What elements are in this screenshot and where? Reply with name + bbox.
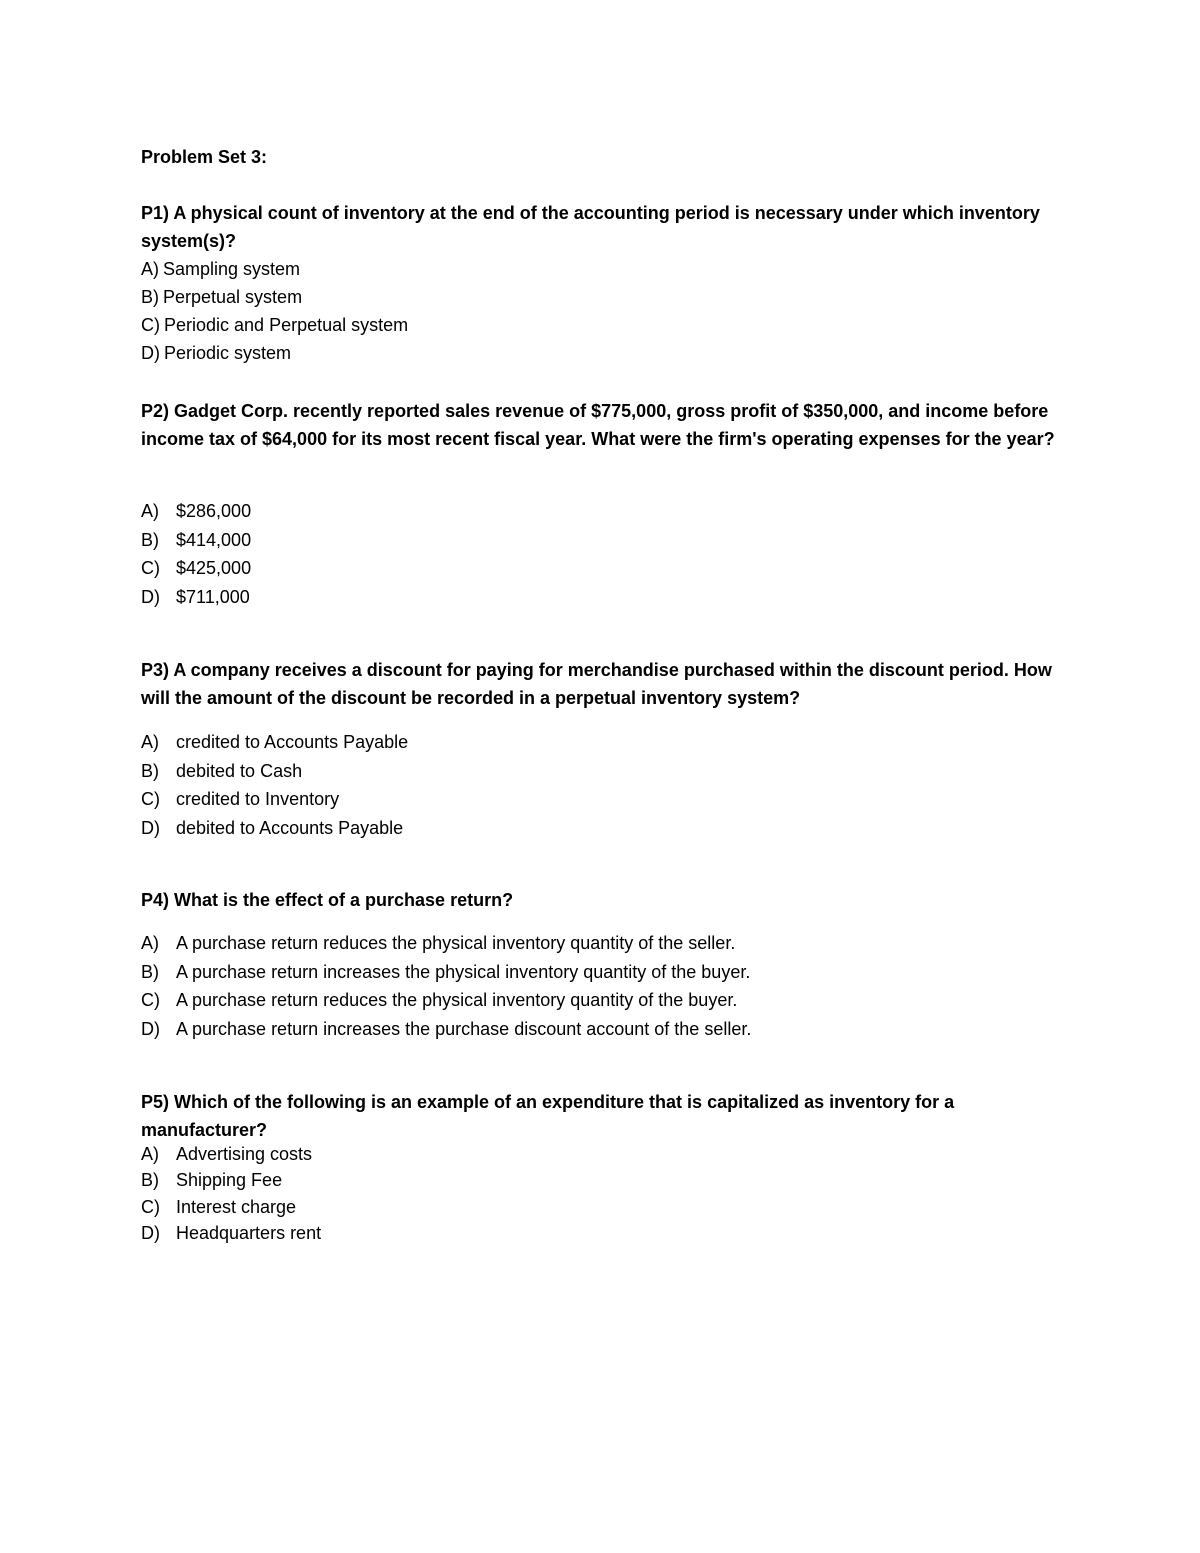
option-p2-c: C) $425,000 <box>141 558 252 579</box>
option-p2-b: B) $414,000 <box>141 529 252 550</box>
option-p4-d: D) A purchase return increases the purchase discount account of the seller. <box>141 1019 752 1040</box>
option-p5-d: D) Headquarters rent <box>141 1222 322 1243</box>
options-p2 <box>141 497 251 612</box>
option-p5-c: C) Interest charge <box>141 1196 297 1217</box>
option-p4-b: B) A purchase return increases the physical inventory quantity of the buyer. <box>141 961 751 982</box>
options-p1 <box>141 255 408 367</box>
question-p1: P1) A physical count of inventory at the end of the accounting period is necessary under which inventory system(s)? <box>141 203 1040 251</box>
options-p5 <box>141 1141 321 1246</box>
option-p5-a: A) Advertising costs <box>141 1144 313 1164</box>
option-p1-d: D) Periodic system <box>141 343 292 363</box>
options-p3 <box>141 728 408 843</box>
page-title: Problem Set 3: <box>141 147 268 167</box>
option-p3-d: D) debited to Accounts Payable <box>141 818 404 839</box>
question-p3: P3) A company receives a discount for paying for merchandise purchased within the discount period. How will the amount of the discount be recorded in a perpetual inventory system? <box>141 660 1052 708</box>
option-p1-a: A) Sampling system <box>141 259 301 279</box>
option-p1-c: C) Periodic and Perpetual system <box>141 315 409 335</box>
options-p4 <box>141 929 751 1044</box>
option-p5-b: B) Shipping Fee <box>141 1170 283 1191</box>
option-p1-b: B) Perpetual system <box>141 287 303 307</box>
question-p2: P2) Gadget Corp. recently reported sales revenue of $775,000, gross profit of $350,000, and income before income tax of $64,000 for its most recent fiscal year. What were the firm's operating expenses for the year? <box>141 401 1055 449</box>
option-p4-c: C) A purchase return reduces the physical inventory quantity of the buyer. <box>141 990 738 1011</box>
option-p4-a: A) A purchase return reduces the physical inventory quantity of the seller. <box>141 933 736 953</box>
option-p3-a: A) credited to Accounts Payable <box>141 732 409 752</box>
option-p3-c: C) credited to Inventory <box>141 789 340 810</box>
question-p5: P5) Which of the following is an example of an expenditure that is capitalized as inventory for a manufacturer? <box>141 1092 955 1140</box>
option-p3-b: B) debited to Cash <box>141 760 303 781</box>
option-p2-a: A) $286,000 <box>141 501 252 521</box>
option-p2-d: D) $711,000 <box>141 587 250 608</box>
question-p4: P4) What is the effect of a purchase return? <box>141 890 514 910</box>
